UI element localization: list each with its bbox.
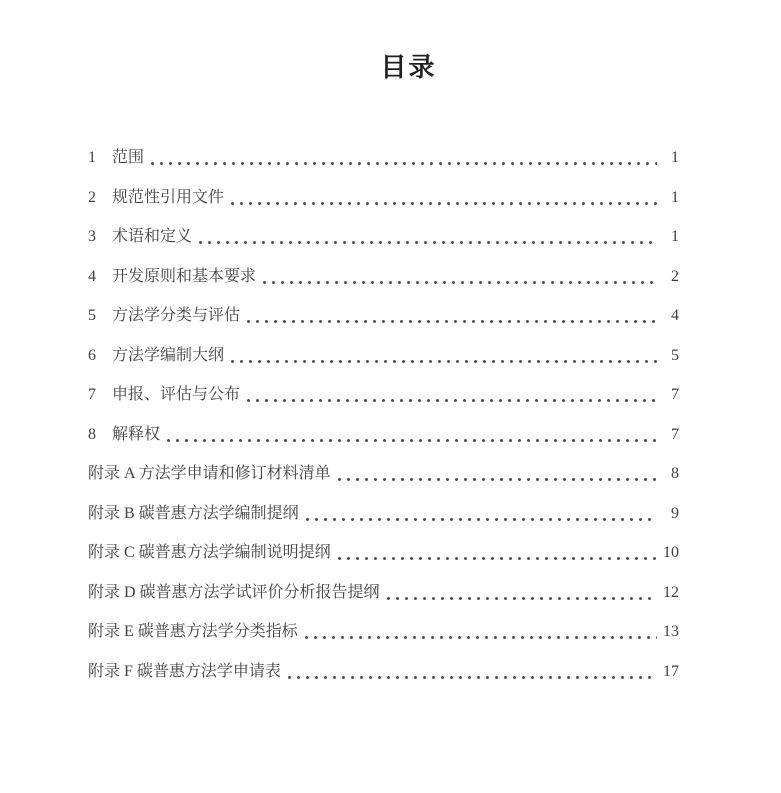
toc-entry-label: 3 术语和定义 (88, 228, 193, 245)
toc-entry-page-number: 10 (663, 544, 679, 561)
toc-entry-page-number: 7 (671, 386, 679, 403)
dot-leader (338, 464, 657, 484)
dot-leader (231, 188, 657, 208)
toc-entry-label: 附录 A 方法学申请和修订材料清单 (88, 465, 331, 482)
toc-entry-label: 2 规范性引用文件 (88, 188, 225, 206)
toc-entry (88, 543, 679, 563)
toc-entry-page-number: 12 (663, 583, 679, 601)
dot-leader (247, 306, 657, 326)
toc-entry (88, 306, 679, 326)
toc-entry (88, 464, 679, 484)
toc-entry-page-number: 9 (671, 504, 679, 522)
toc-entry (88, 188, 679, 208)
toc-entry-page-number: 7 (671, 425, 679, 443)
dot-leader (247, 385, 657, 405)
page-title: 目录 (380, 52, 437, 82)
table-of-contents (88, 148, 679, 682)
toc-entry-label: 附录 F 碳普惠方法学申请表 (88, 662, 281, 680)
toc-entry-label: 附录 E 碳普惠方法学分类指标 (88, 623, 298, 640)
toc-entry-label: 1 范围 (88, 149, 145, 166)
toc-entry-page-number: 1 (671, 228, 679, 245)
toc-entry-page-number: 8 (671, 465, 679, 482)
dot-leader (306, 504, 657, 524)
toc-entry-page-number: 1 (671, 188, 679, 206)
toc-entry (88, 583, 679, 603)
dot-leader (231, 346, 657, 366)
dot-leader (263, 267, 657, 287)
toc-entry (88, 227, 679, 247)
toc-entry-label: 7 申报、评估与公布 (88, 386, 241, 403)
toc-entry (88, 662, 679, 682)
toc-entry (88, 346, 679, 366)
toc-entry (88, 504, 679, 524)
toc-entry-label: 附录 D 碳普惠方法学试评价分析报告提纲 (88, 583, 380, 601)
toc-entry-page-number: 13 (663, 623, 679, 640)
dot-leader (305, 622, 657, 642)
toc-entry-page-number: 1 (671, 149, 679, 166)
document-page (0, 50, 781, 793)
toc-entry-label: 5 方法学分类与评估 (88, 307, 241, 324)
toc-entry-label: 8 解释权 (88, 425, 161, 443)
toc-entry-page-number: 5 (671, 346, 679, 364)
toc-entry-page-number: 4 (671, 307, 679, 324)
toc-entry-page-number: 17 (663, 662, 679, 680)
dot-leader (199, 227, 657, 247)
dot-leader (167, 425, 657, 445)
dot-leader (387, 583, 657, 603)
toc-entry (88, 148, 679, 168)
toc-entry (88, 622, 679, 642)
dot-leader (338, 543, 657, 563)
toc-entry (88, 267, 679, 287)
dot-leader (288, 662, 657, 682)
toc-entry (88, 425, 679, 445)
toc-entry-label: 6 方法学编制大纲 (88, 346, 225, 364)
toc-entry-page-number: 2 (671, 267, 679, 285)
dot-leader (151, 148, 657, 168)
toc-entry-label: 4 开发原则和基本要求 (88, 267, 257, 285)
toc-entry-label: 附录 B 碳普惠方法学编制提纲 (88, 504, 299, 522)
toc-entry (88, 385, 679, 405)
toc-entry-label: 附录 C 碳普惠方法学编制说明提纲 (88, 544, 331, 561)
